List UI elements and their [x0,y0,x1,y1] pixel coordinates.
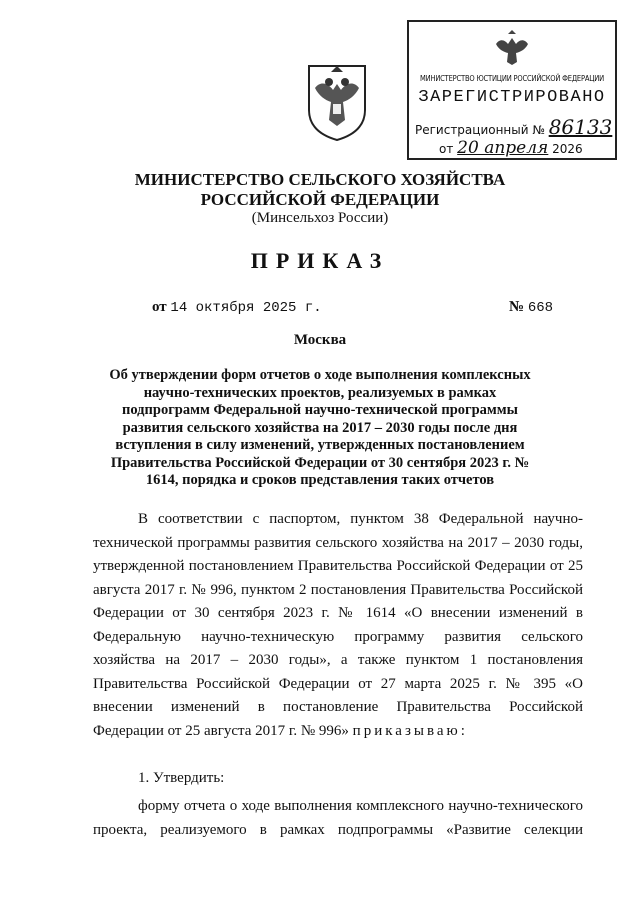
city: Москва [293,332,347,348]
stamp-date-line [439,138,583,158]
stamp-reg-label: Регистрационный № [415,123,545,137]
coat-of-arms-icon [305,62,369,142]
order-date-label: от [152,299,167,315]
preamble-text: В соответствии с паспортом, пунктом 38 Федеральной научно-технической программы развития сельского хозяйства на 2017 – 2030 годы, утвержденной постановлением Правительства Российской Федерации от 25 августа 2017 г. № 996, пунктом 2 постановления Правительства Российской Федерации от 30 сентября 2023 г. № 1614 «О внесении изменений в Федеральную научно-техническую программу развития сельского хозяйства на 2017 – 2030 годы», а также пунктом 1 постановления Правительства Российской Федерации от 27 марта 2025 г. № 395 «О внесении изменений в постановление Правительства Российской Федерации от 25 августа 2017 г. № 996» [93,511,583,739]
stamp-ministry: МИНИСТЕРСТВО ЮСТИЦИИ РОССИЙСКОЙ ФЕДЕРАЦИИ [419,74,605,83]
preamble-paragraph [93,508,583,743]
document-type-heading: ПРИКАЗ [250,248,390,273]
order-number [509,299,553,316]
order-number-value: 668 [527,300,554,316]
stamp-status: ЗАРЕГИСТРИРОВАНО [418,88,606,107]
ministry-title-line2: РОССИЙСКОЙ ФЕДЕРАЦИИ [200,190,440,209]
item-1-heading: 1. Утвердить: [138,770,225,786]
order-date [152,299,322,316]
stamp-reg-number: 86133 [548,115,613,139]
order-word: приказываю: [352,722,468,739]
order-number-label: № [509,299,525,315]
stamp-registration-line [415,115,612,139]
document-subject: Об утверждении форм отчетов о ходе выполнения комплексных научно-технических проектов, реализуемых в рамках подпрограмм Федеральной научно-технической программы развития сельского хозяйства на 2017 – 2030 годы после дня вступления в силу изменений, утвержденных постановлением Правительства Российской Федерации от 30 сентября 2023 г. № 1614, порядка и сроков представления таких отчетов [109,367,531,488]
stamp-date-handwritten: 20 апреля [457,138,549,158]
item-1-text: форму отчета о ходе выполнения комплексного научно-технического проекта, реализуемого в рамках подпрограммы «Развитие селекции [93,798,583,838]
ministry-title-line1: МИНИСТЕРСТВО СЕЛЬСКОГО ХОЗЯЙСТВА [134,170,506,189]
ministry-short-name: (Минсельхоз России) [251,210,389,226]
ministry-title [0,170,640,210]
stamp-date-prefix: от [439,142,454,156]
order-date-value: 14 октября 2025 г. [170,300,322,316]
registration-stamp [407,20,617,160]
stamp-date-year: 2026 [552,142,583,156]
eagle-emblem-icon [492,28,532,66]
